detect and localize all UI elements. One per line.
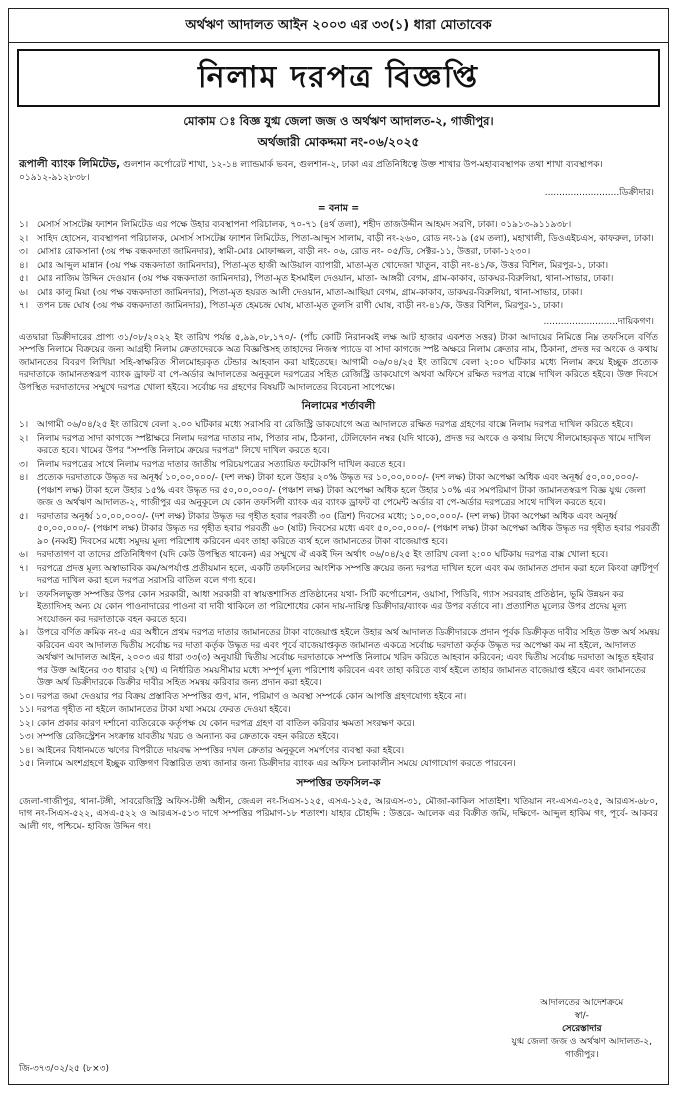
list-item: ৪। প্রত্যেক দরদাতাকে উদ্ধৃত দর অনূর্ধ্ব ১০,০০,০০০/- (দশ লক্ষ) টাকা হলে উহার ২০% উদ্ধৃত দর ১০,০০,০০০/- (দশ লক্ষ) টাকা অপেক্ষা অধিক এবং অনূর্ধ্ব ৫০,০০,০০০/- (পঞ্চাশ লক্ষ) টাকা হলে উহার ১৫% এবং উদ্ধৃত দর ৫০,০০,০০০/- (পঞ্চাশ লক্ষ) টাকা অপেক্ষা অধিক হলে উহার ১০% এর সমপরিমাণ টাকা জামানতস্বরূপ বিজ্ঞ যুগ্ম জেলা জজ ও অর্থঋণ আদালত-২, গাজীপুর এর অনুকূলে যে কোন তফসিলী ব্যাংক এর ব্যাংক ড্রাফট বা পেমেন্ট অর্ডার বা পে-অর্ডার দরপত্রের সাথে দাখিল করতে হবে। (19, 473, 646, 508)
court-line: মোকাম ঃ বিজ্ঞ যুগ্ম জেলা জজ ও অর্থঋণ আদালত-২, গাজীপুর। (183, 114, 494, 128)
versus-label: = বনাম = (317, 203, 360, 214)
schedule-paragraph: জেলা-গাজীপুর, থানা-টঙ্গী, সাবরেজিস্ট্রি অফিস-টঙ্গী অধীন, জেএল নং-সিএস-১২৫, এসএ-১২৫, আরএস-৩১, মৌজা-কাকিল সাতাইশ। খতিয়ান নং-এসএ-৩২৫, আরএস-৬৮০, দাগ নং-সিএস-৫২২, এসএ-৫২২ ও আরএস-৫১৩ দাগে সম্পত্তির পরিমাণ-১৮ শতাংশ। যাহার চৌহদ্দি : উত্তরে- আলেক এর বিক্রীত জমি, দক্ষিণে- আব্দুল হাকিম গং, পূর্বে- আকবর আলী গং, পশ্চিমে- হাবিজ উদ্দিন গং। (19, 796, 658, 832)
list-item: ৯। উপরে বর্ণিত ক্রমিক নং-৫ এর অধীনে প্রথম দরপত্র দাতার জামানতের টাকা বাজেয়াপ্ত হইলে উহার অর্থ আদালত ডিক্রীদারকে প্রদান পূর্বক ডিক্রীকৃত দাবীর সহিত উক্ত অর্থ সমন্বয় করিবেন এবং আদালত দ্বিতীয় সর্বোচ্চ দর দাতা কর্তৃক উদ্ধৃত দর এবং পূর্বে বাজেয়াপ্তকৃত জামানত একত্রে সর্বোচ্চ দরদাতা কর্তৃক উদ্ধৃত দর অপেক্ষা কম না হইলে, আদালত অর্থঋণ আদালত আইন, ২০০৩ এর ধারা ৩৩(৩) অনুযায়ী দ্বিতীয় সর্বোচ্চ দরদাতাকে সম্পত্তি নিলামে খরিদ করিতে আহবান করিবেন; এবং দ্বিতীয় সর্বোচ্চ দরদাতা আহূত হইবার পর উক্ত আইনের ৩৩ ধারার ২(খ) এ নির্ধারিত সময়সীমার মধ্যে সম্পূর্ণ মূল্য পরিশোধ করিবেন এবং তাহা করিতে ব্যর্থ হইলে তাহার জামানত বাজেয়াপ্ত হইবে এবং জামানতের উক্ত অর্থ ডিক্রীদারকে ডিক্রীর দাবীর সহিত সমন্বয় করিবার জন্য প্রদান করা হইবে। (19, 628, 660, 688)
list-item: ৩। মোসাঃ রোকসানা (৩য় পক্ষ বন্ধকদাতা জামিনদার), স্বামী-মোঃ মোফাজ্জল, বাড়ী নং- ০৬, রোড নং- ০৫/ডি, সেক্টর-১১, উত্তরা, ঢাকা-১২৩০। (19, 247, 531, 257)
list-item: ৭। তপন চন্দ্র ঘোষ (৩য় পক্ষ বন্ধকদাতা জামিনদার), পিতা-মৃত হেমচন্দ্র ঘোষ, মাতা-মৃত তুলসি রাণী ঘোষ, বাড়ী নং-৪১/ক, উত্তর বিশিল, মিরপুর-১, ঢাকা। (19, 301, 564, 311)
list-item: ১৫। নিলামে অংশগ্রহণে ইচ্ছুক ব্যক্তিগণ বিস্তারিত তথ্য জানার জন্য ডিক্রীদার ব্যাংক এর অফিস চলাকালীন সময়ে যোগাযোগ করতে পারবেন। (19, 759, 516, 769)
list-item: ২। সাহিদ হোসেন, ব্যবস্থাপনা পরিচালক, মেসার্স সাসটেক্স ফ্যাশন লিমিটেড, পিতা-আব্দুস সালাম, বাড়ী নং-২৬০, রোড নং-১৯ (৫ম তলা), মহাখালী, ডিওএইচএস, কাফরুল, ঢাকা। (19, 233, 654, 244)
list-item: ২। নিলাম দরপত্র সাদা কাগজে স্পষ্টাক্ষরে নিলাম দরপত্র দাতার নাম, পিতার নাম, ঠিকানা, টেলিফোন নম্বর (যদি থাকে), প্রদত্ত দর অংকে ও কথায় লিখে সীলমোহরকৃত খামে দাখিল করতে হবে। খামের উপর "সম্পত্তি নিলামে ক্রয়ের দরপত্র" লিখে দাখিল করতে হবে। (19, 433, 651, 456)
decree-holder-label: ..........................ডিক্রীদার। (544, 188, 654, 198)
designation-label: সেরেস্তাদার (561, 1024, 602, 1034)
case-number: অর্থজারী মোকদ্দমা নং-০৬/২০২৫ (257, 135, 420, 149)
list-item: ৩। নিলাম দরপত্রের সাথে নিলাম দরপত্র দাতার জাতীয় পরিচয়পত্রের সত্যায়িত ফটোকপি দাখিল করতে হবে। (19, 459, 406, 470)
list-item: ১১। দরপত্র গৃহীত না হইলে জামানতের টাকা যথা সময়ে ফেরত দেওয়া হইবে। (19, 705, 291, 715)
bank-details: গুলশান কর্পোরেট শাখা, ১২-১৪ ল্যান্ডমার্ক ভবন, গুলশান-২, ঢাকা এর প্রতিনিধিত্বে উক্ত শাখার উপ-মহাব্যবস্থাপক তথা শাখা ব্যবস্থাপক। ০১৯১২-৯১২৮৩৮। (19, 160, 603, 183)
list-item: ৫। মোঃ নাজিম উদ্দিন দেওয়ান (৩য় পক্ষ বন্ধকদাতা জামিনদার), পিতা-মৃত ইসমাইল দেওয়ান, মাতা- আঙ্গরী বেগম, গ্রাম-কাকাব, ডাকঘর-বিরুলিয়া, থানা-সাভার, ঢাকা। (19, 274, 614, 284)
defendants-list (9, 219, 668, 313)
list-item: ৪। মোঃ আব্দুল মান্নান (৩য় পক্ষ বন্ধকদাতা জামিনদার), পিতা-মৃত হাজী আউয়াল ব্যাপারী, মাতা-মৃত খোদেজা খাতুন, বাড়ী নং-৪১/ক, উত্তর বিশিল, মিরপুর-১, ঢাকা। (19, 260, 609, 271)
signature-block (512, 997, 652, 1062)
list-item: ৬। মোঃ কালু মিয়া (৩য় পক্ষ বন্ধকদাতা জামিনদার), পিতা-মৃত হযরত আলী দেওয়ান, মাতা-আছিয়া বেগম, গ্রাম-কাকাব, ডাকঘর-বিরুলিয়া, থানা-সাভার, ঢাকা। (19, 287, 583, 298)
bank-name: রূপালী ব্যাংক লিমিটেড, (19, 158, 121, 170)
court-office-label: যুগ্ম জেলা জজ ও অর্থঋণ আদালত-২, (511, 1037, 652, 1047)
list-item: ৬। দরদাতাগণ বা তাদের প্রতিনিধিগণ (যদি কেউ উপস্থিত থাকেন) এর সম্মুখে ঐ একই দিন অর্থাৎ ০৬/০৪/২৫ ইং তারিখ বেলা ২:০০ ঘটিকায় দরপত্র বাক্স খোলা হবে। (19, 550, 609, 560)
footer-reference: জি-৩৭৩/০২/২৫ (৮×৩) (19, 1064, 110, 1074)
list-item: ৮। তফসিলভুক্ত সম্পত্তির উপর কোন সরকারী, আধা সরকারী বা স্বায়ত্তশাসিত প্রতিষ্ঠানের যথা- সিটি কর্পোরেশন, ওয়াসা, পিডিবি, গ্যাস সরবরাহ প্রতিষ্ঠান, ভূমি উন্নয়ন কর ইত্যাদিসহ অন্য যে কোন পাওনাদারের পাওনা বা দাবী থাকিলে তা পরিশোধের কোন দায়-দায়িত্ব ডিক্রীদার/ব্যাংক এর উপর বর্তাবে না। প্রত্যাশিত মূল্যের উপর প্রদেয় মূল্য সংযোজন কর দরদাতাকে বহন করতে হবে। (19, 589, 627, 625)
act-reference-line: অর্থঋণ আদালত আইন ২০০৩ এর ৩৩(১) ধারা মোতাবেক (9, 9, 668, 43)
list-item: ১২। কোন প্রকার কারণ দর্শানো ব্যতিরেকে কর্তৃপক্ষ যে কোন দরপত্র গ্রহণ বা বাতিল করিবার ক্ষমতা সংরক্ষণ করে। (19, 718, 415, 729)
title-band (17, 49, 660, 107)
signed-label: স্বা/- (574, 1011, 589, 1021)
notice-page (8, 8, 669, 1085)
by-order-label: আদালতের আদেশক্রমে (540, 998, 624, 1008)
list-item: ৫। দরদাতার অনূর্ধ্ব ১০,০০,০০০/- (দশ লক্ষ) টাকার উদ্ধৃত দর গৃহীত হবার পরবর্তী ৩০ (ত্রিশ) দিবসের মধ্যে; ১০,০০,০০০/- (দশ লক্ষ) টাকা অপেক্ষা অধিক এবং অনূর্ধ্ব ৫০,০০,০০০/- (পঞ্চাশ লক্ষ) টাকার উদ্ধৃত দর গৃহীত হবার পরবর্তী ৬০ (ষাট) দিবসের মধ্যে এবং ৫০,০০,০০০/- (পঞ্চাশ লক্ষ) টাকা অপেক্ষা অধিক উদ্ধৃত দর গৃহীত হবার পরবর্তী ৯০ (নব্বই) দিবসের মধ্যে সমুদয় মূল্য পরিশোধ করিবেন এবং তাহা করিতে ব্যর্থ হলে জামানতের টাকা বাজেয়াপ্ত হবে। (19, 511, 660, 547)
list-item: ১৪। আইনের বিধানমতে ঋণের বিপরীতে দায়বদ্ধ সম্পত্তির দখল ক্রেতার অনুকূলে সমর্পণের ব্যবস্থা করা হইবে। (19, 745, 405, 756)
schedule-heading: সম্পত্তির তফসিল-ক (296, 776, 381, 789)
notice-title: নিলাম দরপত্র বিজ্ঞপ্তি (198, 59, 479, 95)
list-item: ১০। দরপত্র জমা দেওয়ার পর বিক্রয় প্রস্তাবিত সম্পত্তির গুণ, মান, পরিমাণ ও অবস্থা সম্পর্কে কোন আপত্তি গ্রহণযোগ্য হইবে না। (19, 691, 467, 702)
intro-paragraph: এতদ্বারা ডিক্রীদারের প্রাপ্য ৩১/০৮/২০২২ ইং তারিখ পর্যন্ত ৫,৯৯,০৮,১৭০/- (পাঁচ কোটি নিরানব্বই লক্ষ আট হাজার একশত সত্তর) টাকা আদায়ের নিমিত্তে নিম্ন তফসিলে বর্ণিত সম্পত্তি নিলামে বিক্রয়ের জন্য আগ্রহী নিলাম ক্রেতাদেরকে অত্র বিজ্ঞপ্তিসহ তাহাদের নিজস্ব প্যাডে বা সাদা কাগজে স্পষ্ট অক্ষরে নিলাম ক্রেতার নাম, ঠিকানা, প্রদত্ত দর অংকে ও কথায় জামানতের বিবরণ লিখিয়া সহি-স্বাক্ষরিত সীলমোহরকৃত টেন্ডার আহবান করা যাইতেছে। আগামী ০৬/০৪/২৫ ইং তারিখে বেলা ২:০০ ঘটিকার মধ্যে নিলাম ক্রয়ে ইচ্ছুক প্রত্যেক দরদাতাকে জামানতস্বরূপ ব্যাংক ড্রাফট বা পে-অর্ডার আদালতের অনুকূলে দরপত্রের সহিত রেজিস্ট্রি ডাকযোগে অথবা অফিসে রক্ষিত দরপত্র বাক্সে দাখিল করিতে হইবে। উক্ত দিবসে উপস্থিত দরদাতাদের সম্মুখে দরপত্র খোলা হইবে। সর্বোচ্চ দর গ্রহণের বিষয়টি আদালতের বিবেচনা সাপেক্ষে। (19, 332, 658, 393)
conditions-heading: নিলামের শর্তাবলী (301, 400, 376, 412)
place-label: গাজীপুর। (565, 1050, 599, 1060)
list-item: ১৩। সম্পত্তি রেজিস্ট্রেশন সংক্রান্ত যাবতীয় খরচ ও অন্যান্য কর ক্রেতাকে বহন করিতে হইবে। (19, 732, 339, 742)
list-item: ৭। দরপত্রে প্রদত্ত মূল্য অস্বাভাবিক কম/অপর্যাপ্ত প্রতীয়মান হলে, একটি তফসিলের আংশিক সম্পত্তি ক্রয়ের জন্য দরপত্র দাখিল হলে এবং কম জামানত প্রদান করা হলে কিংবা ত্রুটিপূর্ণ দরপত্র দাখিল করা হলে দরপত্র সরাসরি বাতিল বলে গণ্য হবে। (19, 563, 659, 586)
judgment-debtors-label: ..........................দায়িকগণ। (543, 316, 654, 327)
conditions-list (9, 419, 668, 771)
list-item: ১। আগামী ০৬/০৪/২৫ ইং তারিখে বেলা ২.০০ ঘটিকার মধ্যে সরাসরি বা রেজিস্ট্রি ডাকযোগে অত্র আদালতে রক্ষিত দরপত্র গ্রহণের বাক্সে নিলাম দরপত্র দাখিল করিতে হইবে। (19, 420, 634, 430)
bank-paragraph (9, 158, 668, 185)
list-item: ১। মেসার্স সাসটেক্স ফ্যাশন লিমিটেড এর পক্ষে উহার ব্যবস্থাপনা পরিচালক, ৭০-৭১ (৪র্থ তলা), শহীদ তাজউদ্দীন আহমদ সরণি, ঢাকা। ০১৯১৩-৯১১৯৩৮। (19, 220, 572, 230)
